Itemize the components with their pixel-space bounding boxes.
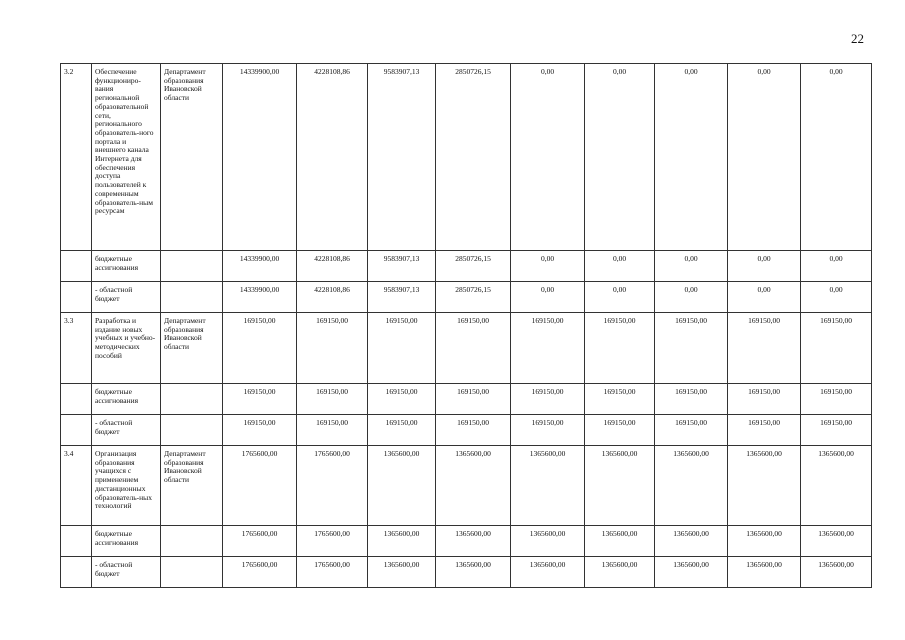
amount-cell: 169150,00 bbox=[223, 313, 297, 384]
amount-cell: 0,00 bbox=[801, 251, 872, 282]
activity-name-cell: бюджетные ассигнования bbox=[92, 526, 161, 557]
executor-cell: Департамент образования Ивановской области bbox=[161, 446, 223, 526]
page-number: 22 bbox=[851, 31, 864, 46]
amount-cell: 14339900,00 bbox=[223, 64, 297, 251]
amount-cell: 1365600,00 bbox=[436, 446, 511, 526]
amount-cell: 1365600,00 bbox=[511, 446, 585, 526]
activity-name-cell: бюджетные ассигнования bbox=[92, 384, 161, 415]
row-number-cell bbox=[61, 526, 92, 557]
amount-cell: 9583907,13 bbox=[368, 251, 436, 282]
amount-cell: 1365600,00 bbox=[436, 526, 511, 557]
activity-name-cell: Разработка и издание новых учебных и учебно-методических пособий bbox=[92, 313, 161, 384]
amount-cell: 9583907,13 bbox=[368, 282, 436, 313]
amount-cell: 0,00 bbox=[511, 282, 585, 313]
amount-cell: 1365600,00 bbox=[436, 557, 511, 588]
executor-cell bbox=[161, 415, 223, 446]
activity-name-cell: - областной бюджет bbox=[92, 282, 161, 313]
amount-cell: 169150,00 bbox=[368, 415, 436, 446]
amount-cell: 1365600,00 bbox=[368, 526, 436, 557]
amount-cell: 0,00 bbox=[655, 282, 728, 313]
amount-cell: 169150,00 bbox=[655, 415, 728, 446]
budget-table bbox=[60, 63, 872, 588]
amount-cell: 1765600,00 bbox=[223, 446, 297, 526]
amount-cell: 169150,00 bbox=[585, 415, 655, 446]
amount-cell: 169150,00 bbox=[297, 384, 368, 415]
amount-cell: 0,00 bbox=[728, 282, 801, 313]
amount-cell: 169150,00 bbox=[728, 313, 801, 384]
amount-cell: 1365600,00 bbox=[801, 446, 872, 526]
amount-cell: 1765600,00 bbox=[297, 557, 368, 588]
amount-cell: 2850726,15 bbox=[436, 251, 511, 282]
amount-cell: 0,00 bbox=[728, 251, 801, 282]
amount-cell: 2850726,15 bbox=[436, 64, 511, 251]
amount-cell: 1765600,00 bbox=[297, 526, 368, 557]
activity-name-cell: - областной бюджет bbox=[92, 557, 161, 588]
amount-cell: 169150,00 bbox=[728, 384, 801, 415]
amount-cell: 169150,00 bbox=[801, 384, 872, 415]
amount-cell: 1765600,00 bbox=[223, 557, 297, 588]
amount-cell: 169150,00 bbox=[655, 313, 728, 384]
amount-cell: 169150,00 bbox=[223, 415, 297, 446]
table-row bbox=[61, 251, 872, 282]
amount-cell: 169150,00 bbox=[436, 384, 511, 415]
amount-cell: 0,00 bbox=[585, 251, 655, 282]
amount-cell: 1365600,00 bbox=[585, 557, 655, 588]
table-row bbox=[61, 313, 872, 384]
amount-cell: 169150,00 bbox=[436, 415, 511, 446]
activity-name-cell: Обеспечение функциониро-вания региональной образовательной сети, регионального образователь-ного портала и внешнего канала Интернета для обеспечения доступа пользователей к современным образователь-ным ресурсам bbox=[92, 64, 161, 251]
activity-name-cell: - областной бюджет bbox=[92, 415, 161, 446]
amount-cell: 169150,00 bbox=[511, 415, 585, 446]
amount-cell: 4228108,86 bbox=[297, 251, 368, 282]
amount-cell: 1765600,00 bbox=[297, 446, 368, 526]
table-row bbox=[61, 64, 872, 251]
executor-cell bbox=[161, 526, 223, 557]
amount-cell: 1365600,00 bbox=[801, 526, 872, 557]
row-number-cell bbox=[61, 251, 92, 282]
executor-cell: Департамент образования Ивановской области bbox=[161, 64, 223, 251]
table-row bbox=[61, 384, 872, 415]
amount-cell: 169150,00 bbox=[436, 313, 511, 384]
amount-cell: 0,00 bbox=[585, 282, 655, 313]
amount-cell: 169150,00 bbox=[223, 384, 297, 415]
executor-cell bbox=[161, 557, 223, 588]
amount-cell: 169150,00 bbox=[801, 415, 872, 446]
executor-cell bbox=[161, 384, 223, 415]
amount-cell: 169150,00 bbox=[297, 415, 368, 446]
row-number-cell bbox=[61, 557, 92, 588]
amount-cell: 1365600,00 bbox=[728, 557, 801, 588]
row-number-cell bbox=[61, 415, 92, 446]
row-number-cell: 3.3 bbox=[61, 313, 92, 384]
amount-cell: 169150,00 bbox=[801, 313, 872, 384]
activity-name-cell: бюджетные ассигнования bbox=[92, 251, 161, 282]
amount-cell: 0,00 bbox=[801, 64, 872, 251]
row-number-cell: 3.4 bbox=[61, 446, 92, 526]
amount-cell: 1365600,00 bbox=[585, 446, 655, 526]
amount-cell: 0,00 bbox=[511, 251, 585, 282]
table-row bbox=[61, 446, 872, 526]
executor-cell bbox=[161, 282, 223, 313]
executor-cell: Департамент образования Ивановской области bbox=[161, 313, 223, 384]
amount-cell: 0,00 bbox=[585, 64, 655, 251]
amount-cell: 9583907,13 bbox=[368, 64, 436, 251]
row-number-cell bbox=[61, 282, 92, 313]
amount-cell: 0,00 bbox=[655, 251, 728, 282]
table-row bbox=[61, 282, 872, 313]
amount-cell: 0,00 bbox=[728, 64, 801, 251]
amount-cell: 1365600,00 bbox=[801, 557, 872, 588]
amount-cell: 169150,00 bbox=[511, 384, 585, 415]
amount-cell: 1365600,00 bbox=[585, 526, 655, 557]
row-number-cell: 3.2 bbox=[61, 64, 92, 251]
amount-cell: 1365600,00 bbox=[511, 526, 585, 557]
amount-cell: 169150,00 bbox=[297, 313, 368, 384]
amount-cell: 0,00 bbox=[655, 64, 728, 251]
amount-cell: 0,00 bbox=[801, 282, 872, 313]
amount-cell: 2850726,15 bbox=[436, 282, 511, 313]
table-row bbox=[61, 415, 872, 446]
amount-cell: 1365600,00 bbox=[728, 526, 801, 557]
amount-cell: 14339900,00 bbox=[223, 251, 297, 282]
amount-cell: 1365600,00 bbox=[368, 557, 436, 588]
amount-cell: 169150,00 bbox=[655, 384, 728, 415]
amount-cell: 1365600,00 bbox=[655, 446, 728, 526]
amount-cell: 169150,00 bbox=[368, 313, 436, 384]
activity-name-cell: Организация образования учащихся с применением дистанционных образователь-ных технологий bbox=[92, 446, 161, 526]
table-row bbox=[61, 526, 872, 557]
amount-cell: 1365600,00 bbox=[728, 446, 801, 526]
amount-cell: 0,00 bbox=[511, 64, 585, 251]
amount-cell: 169150,00 bbox=[511, 313, 585, 384]
amount-cell: 1365600,00 bbox=[655, 557, 728, 588]
row-number-cell bbox=[61, 384, 92, 415]
amount-cell: 169150,00 bbox=[585, 313, 655, 384]
amount-cell: 1365600,00 bbox=[368, 446, 436, 526]
amount-cell: 4228108,86 bbox=[297, 64, 368, 251]
amount-cell: 14339900,00 bbox=[223, 282, 297, 313]
amount-cell: 169150,00 bbox=[728, 415, 801, 446]
table-row bbox=[61, 557, 872, 588]
amount-cell: 4228108,86 bbox=[297, 282, 368, 313]
amount-cell: 169150,00 bbox=[368, 384, 436, 415]
amount-cell: 1765600,00 bbox=[223, 526, 297, 557]
executor-cell bbox=[161, 251, 223, 282]
amount-cell: 1365600,00 bbox=[511, 557, 585, 588]
amount-cell: 169150,00 bbox=[585, 384, 655, 415]
amount-cell: 1365600,00 bbox=[655, 526, 728, 557]
